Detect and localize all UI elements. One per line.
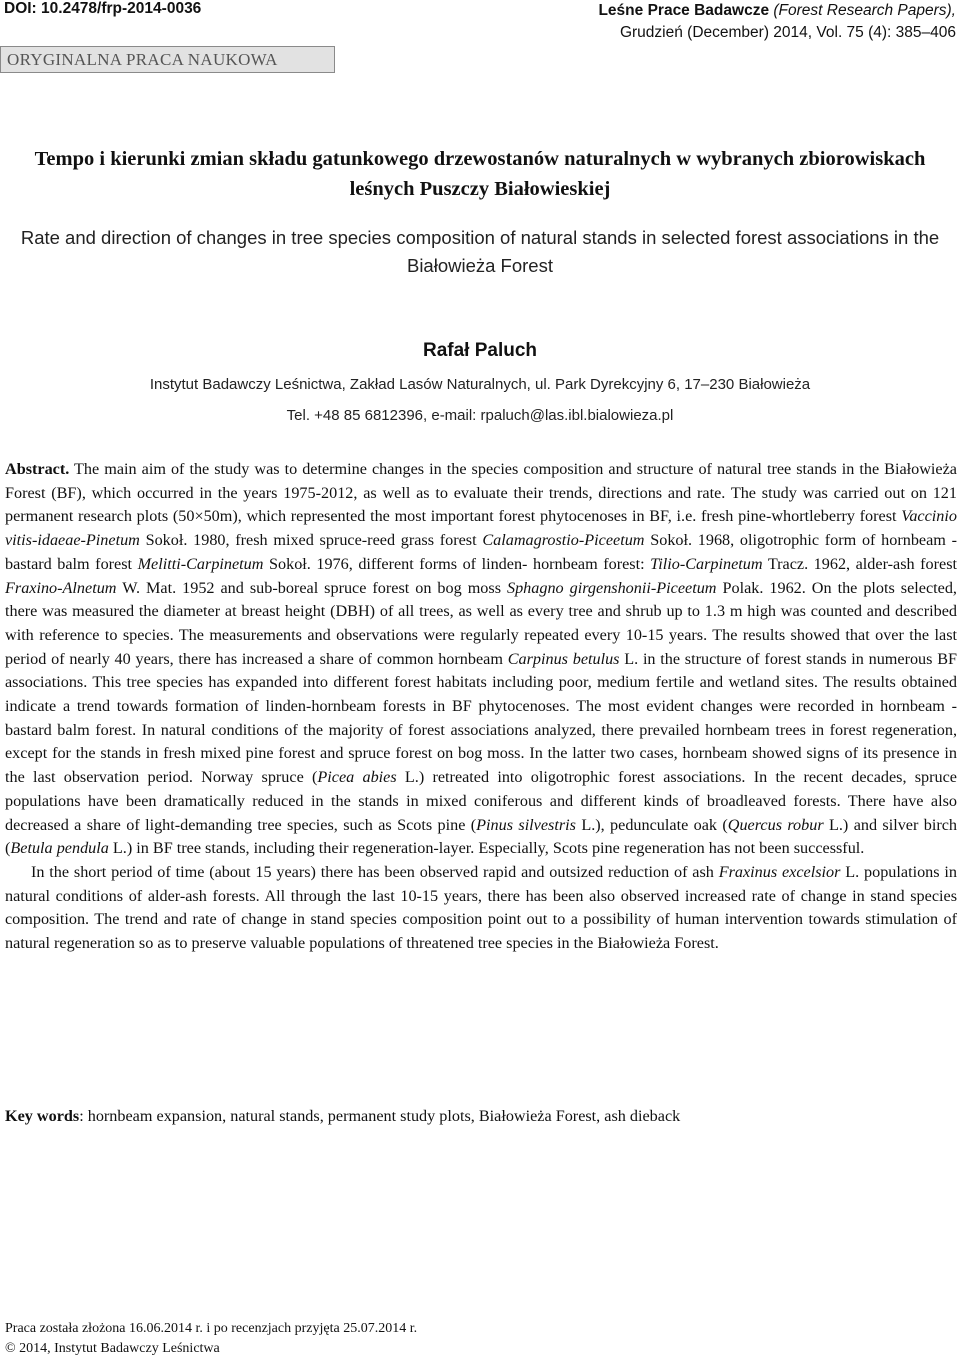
journal-citation [396,0,956,44]
keywords-label: Key words [5,1107,80,1125]
footer [5,1319,705,1359]
author: Rafał Paluch [422,340,538,361]
abstract-label: Abstract. [5,460,70,478]
article-type-banner: ORYGINALNA PRACA NAUKOWA [0,46,335,73]
journal-line-1 [396,0,956,22]
keywords-text: : hornbeam expansion, natural stands, permanent study plots, Białowieża Forest, ash dieback [79,1107,681,1125]
copyright: © 2014, Instytut Badawczy Leśnictwa [5,1341,220,1356]
abstract-paragraph-1: Abstract. The main aim of the study was to determine changes in the species composition and structure of natural tree stands in the Białowieża Forest (BF), which occurred in the years 1975-2012, as well as to evaluate their trends, directions and rate. The study was carried out on 121 permanent research plots (50×50m), which represented the most important forest phytocenoses in BF, i.e. fresh pine-whortleberry forest Vaccinio vitis-idaeae-Pinetum Sokoł. 1980, fresh mixed spruce-reed grass forest Calamagrostio-Piceetum Sokoł. 1968, oligotrophic form of hornbeam - bastard balm forest Melitti-Carpinetum Sokoł. 1976, different forms of linden- hornbeam forest: Tilio-Carpinetum Tracz. 1962, alder-ash forest Fraxino-Alnetum W. Mat. 1952 and sub-boreal spruce forest on bog moss Sphagno girgenshonii-Piceetum Polak. 1962. On the plots selected, there was measured the diameter at breast height (DBH) of all trees, as well as every tree and shrub up to 1.3 m high was counted and described with reference to species. The measurements and observations were regularly repeated every 10-15 years. The results showed that over the last period of nearly 40 years, there has increased a share of common hornbeam Carpinus betulus L. in the structure of forest stands in numerous BF associations. This tree species has expanded into different forest habitats including poor, medium fertile and wetland sites. The results obtained indicate a trend towards formation of linden-hornbeam forests in BF phytocenoses. The most evident changes were recorded in hornbeam - bastard balm forest. In natural conditions of the majority of forest associations analyzed, there prevailed hornbeam trees in forest regeneration, except for the stands in fresh mixed pine forest and spruce forest on bog moss. In the latter two cases, hornbeam showed signs of its presence in the last observation period. Norway spruce (Picea abies L.) retreated into oligotrophic forest associations. In the recent decades, spruce populations have been dramatically reduced in the stands in mixed coniferous and different kinds of broadleaved forests. There have also decreased a share of light-demanding tree species, such as Scots pine (Pinus silvestris L.), pedunculate oak (Quercus robur L.) and silver birch (Betula pendula L.) in BF tree stands, including their regeneration-layer. Especially, Scots pine regeneration has not been successful. [5,460,958,858]
abstract-paragraph-2: In the short period of time (about 15 years) there has been observed rapid and outsized reduction of ash Fraxinus excelsior L. populations in natural conditions of alder-ash forests. All through the last 10-15 years, there has been also observed increased rate of change in stand species composition. The trend and rate of change in stand species composition point out to a possibility of human intervention towards stimulation of natural regeneration so as to preserve valuable populations of threatened tree species in the Białowieża Forest. [5,862,957,953]
journal-issue: Grudzień (December) 2014, Vol. 75 (4): 385–406 [619,24,956,41]
title-english: Rate and direction of changes in tree species composition of natural stands in selected forest associations in the Białowieża Forest [20,227,940,276]
keywords [5,1104,957,1128]
doi: DOI: 10.2478/frp-2014-0036 [4,0,202,17]
abstract [5,458,957,956]
submission-dates: Praca została złożona 16.06.2014 r. i po recenzjach przyjęta 25.07.2014 r. [5,1321,418,1336]
affiliation: Instytut Badawczy Leśnictwa, Zakład Lasów Naturalnych, ul. Park Dyrekcyjny 6, 17–230 Białowieża [149,376,811,393]
title-polish: Tempo i kierunki zmian składu gatunkowego drzewostanów naturalnych w wybranych zbiorowiskach leśnych Puszczy Białowieskiej [34,148,926,200]
journal-name: Leśne Prace Badawcze [598,2,770,19]
contact: Tel. +48 85 6812396, e-mail: rpaluch@las.ibl.bialowieza.pl [286,407,674,424]
journal-translation: (Forest Research Papers), [773,2,956,19]
